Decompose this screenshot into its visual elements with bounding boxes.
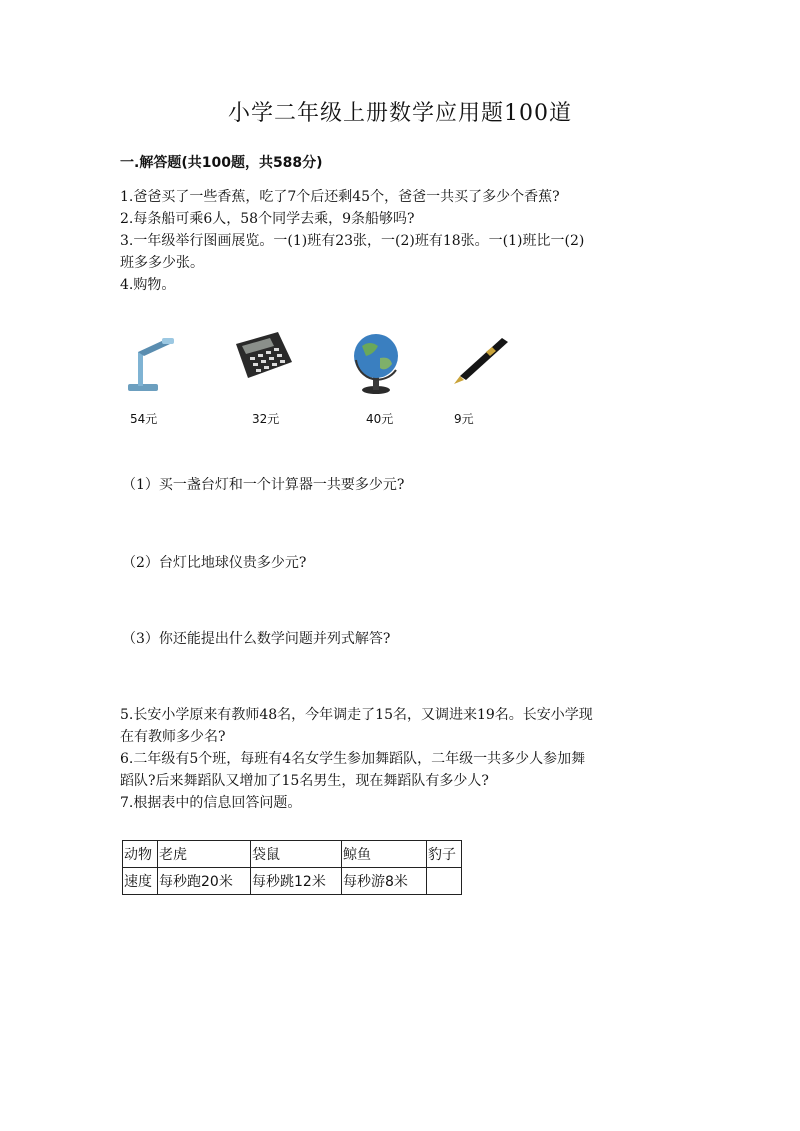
question-5-line2: 在有教师多少名? — [120, 729, 226, 745]
table-cell: 袋鼠 — [251, 841, 342, 868]
table-cell: 每秒游8米 — [342, 868, 427, 895]
question-7: 7.根据表中的信息回答问题。 — [120, 795, 302, 811]
pen-icon — [450, 330, 514, 386]
shopping-items — [124, 330, 544, 430]
question-5-line1: 5.长安小学原来有教师48名，今年调走了15名，又调进来19名。长安小学现 — [120, 707, 593, 723]
shop-item-pen — [450, 330, 540, 430]
shop-item-lamp — [124, 330, 214, 430]
table-row — [123, 868, 462, 895]
price-calculator: 32元 — [252, 412, 280, 426]
questions-5-7 — [120, 704, 680, 814]
price-lamp: 54元 — [130, 412, 158, 426]
desk-lamp-icon — [124, 330, 184, 400]
shop-item-calculator — [232, 330, 322, 430]
price-pen: 9元 — [454, 412, 474, 426]
question-4: 4.购物。 — [120, 277, 176, 293]
sub-question-2: （2）台灯比地球仪贵多少元? — [122, 555, 307, 571]
question-1: 1.爸爸买了一些香蕉，吃了7个后还剩45个，爸爸一共买了多少个香蕉? — [120, 189, 560, 205]
question-3-line1: 3.一年级举行图画展览。一(1)班有23张，一(2)班有18张。一(1)班比一(2) — [120, 233, 585, 249]
table-cell: 老虎 — [158, 841, 251, 868]
table-cell: 速度 — [123, 868, 158, 895]
shop-item-globe — [348, 330, 438, 430]
section-heading: 一.解答题(共100题，共588分) — [120, 155, 323, 171]
questions-1-4 — [120, 186, 680, 296]
table-row — [123, 841, 462, 868]
table-cell: 鲸鱼 — [342, 841, 427, 868]
calculator-icon — [232, 330, 294, 380]
question-6-line2: 蹈队?后来舞蹈队又增加了15名男生，现在舞蹈队有多少人? — [120, 773, 489, 789]
table-cell — [427, 868, 462, 895]
question-2: 2.每条船可乘6人，58个同学去乘，9条船够吗? — [120, 211, 415, 227]
question-3-line2: 班多多少张。 — [120, 255, 204, 271]
table-cell: 动物 — [123, 841, 158, 868]
sub-question-1: （1）买一盏台灯和一个计算器一共要多少元? — [122, 477, 405, 493]
sub-question-3: （3）你还能提出什么数学问题并列式解答? — [122, 631, 391, 647]
table-cell: 每秒跳12米 — [251, 868, 342, 895]
table-cell: 豹子 — [427, 841, 462, 868]
globe-icon — [348, 330, 408, 396]
price-globe: 40元 — [366, 412, 394, 426]
animal-speed-table — [122, 840, 462, 895]
page-title: 小学二年级上册数学应用题100道 — [228, 101, 572, 126]
table-cell: 每秒跑20米 — [158, 868, 251, 895]
question-6-line1: 6.二年级有5个班，每班有4名女学生参加舞蹈队，二年级一共多少人参加舞 — [120, 751, 586, 767]
